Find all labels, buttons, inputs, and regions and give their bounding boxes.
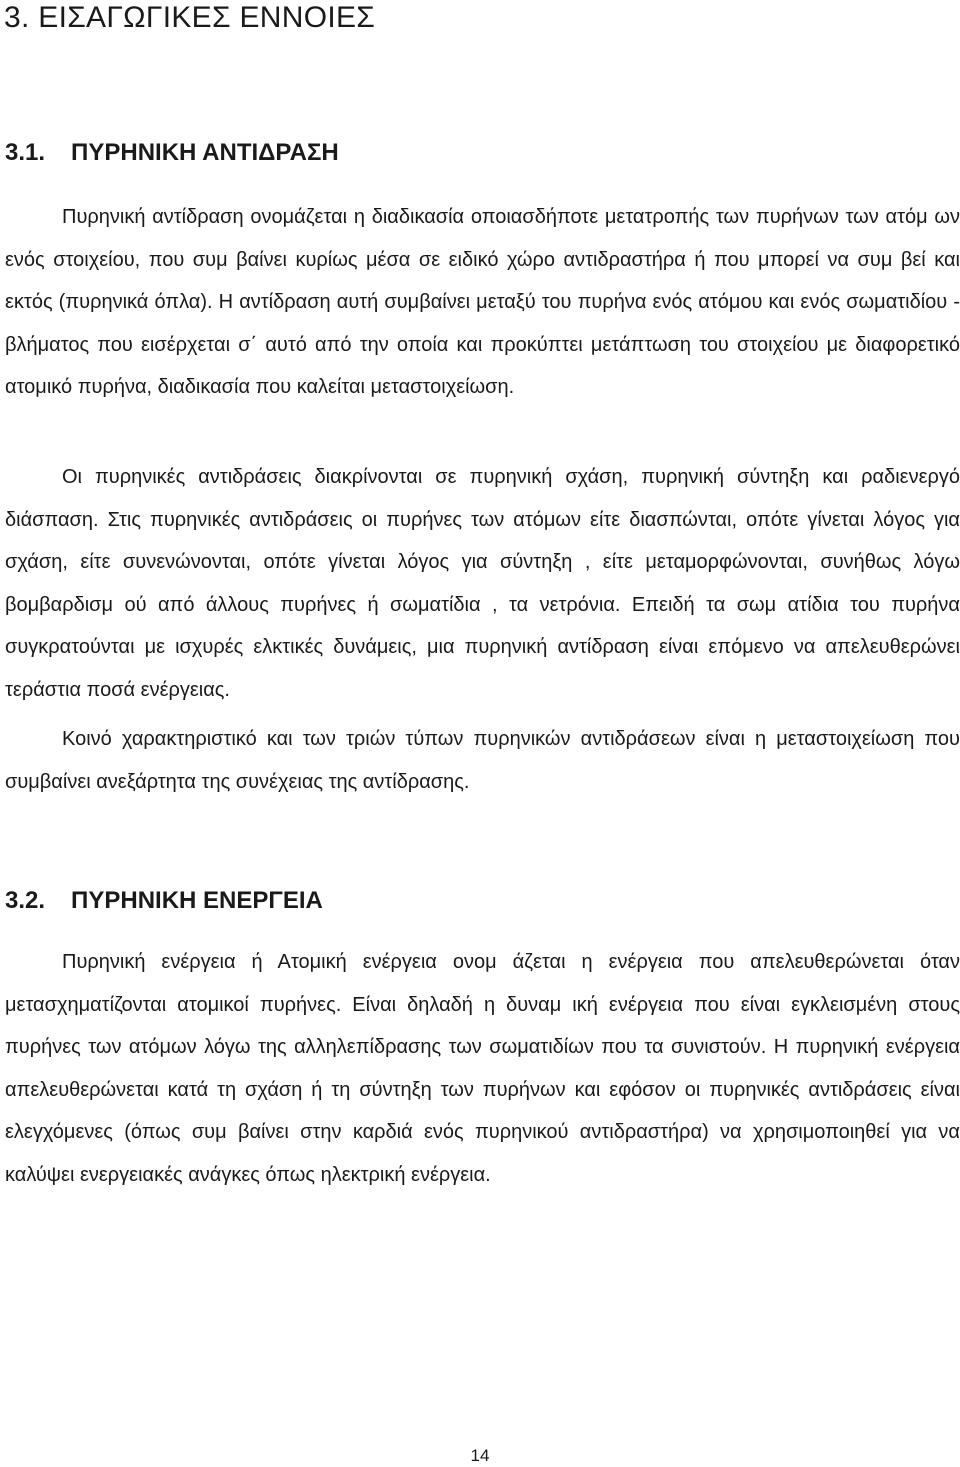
section-title-text: ΠΥΡΗΝΙΚΗ ΑΝΤΙΔΡΑΣΗ xyxy=(71,139,339,166)
chapter-title: 3. ΕΙΣΑΓΩΓΙΚΕΣ ΕΝΝΟΙΕΣ xyxy=(4,1,376,34)
section-number: 3.1. xyxy=(5,139,46,166)
section-number: 3.2. xyxy=(5,887,46,914)
section-title-text: ΠΥΡΗΝΙΚΗ ΕΝΕΡΓΕΙΑ xyxy=(71,887,323,914)
paragraph-nuclear-energy: Πυρηνική ενέργεια ή Ατομική ενέργεια ονομ άζεται η ενέργεια που απελευθερώνεται όταν μετασχηματίζονται ατομικοί πυρήνες. Είναι δηλαδή η δυναμ ική ενέργεια που είναι εγκλεισμένη στους πυρήνες των ατόμων λόγω της αλληλεπίδρασης των σωματιδίων που τα συνιστούν. Η πυρηνική ενέργεια απελευθερώνεται κατά τη σχάση ή τη σύντηξη των πυρήνων και εφόσον οι πυρηνικές αντιδράσεις είναι ελεγχόμενες (όπως συμ βαίνει στην καρδιά ενός πυρηνικού αντιδραστήρα) να χρησιμοποιηθεί για να καλύψει ενεργειακές ανάγκες όπως ηλεκτρική ενέργεια. xyxy=(5,951,960,1186)
paragraph-reaction-types: Οι πυρηνικές αντιδράσεις διακρίνονται σε πυρηνική σχάση, πυρηνική σύντηξη και ραδιενεργό διάσπαση. Στις πυρηνικές αντιδράσεις οι πυρήνες των ατόμων είτε διασπώνται, οπότε γίνεται λόγος για σχάση, είτε συνενώνονται, οπότε γίνεται λόγος για σύντηξη , είτε μεταμορφώνονται, συνήθως λόγω βομβαρδισμ ού από άλλους πυρήνες ή σωματίδια , τα νετρόνια. Επειδή τα σωμ ατίδια του πυρήνα συγκρατούνται με ισχυρές ελκτικές δυνάμεις, μια πυρηνική αντίδραση είναι επόμενο να απελευθερώνει τεράστια ποσά ενέργειας. xyxy=(5,466,960,701)
page-number: 14 xyxy=(470,1446,490,1465)
paragraph-definition: Πυρηνική αντίδραση ονομάζεται η διαδικασία οποιασδήποτε μετατροπής των πυρήνων των ατόμ ων ενός στοιχείου, που συμ βαίνει κυρίως μέσα σε ειδικό χώρο αντιδραστήρα ή που μπορεί να συμ βεί και εκτός (πυρηνικά όπλα). Η αντίδραση αυτή συμβαίνει μεταξύ του πυρήνα ενός ατόμου και ενός σωματιδίου - βλήματος που εισέρχεται σ΄ αυτό από την οποία και προκύπτει μετάπτωση του στοιχείου με διαφορετικό ατομικό πυρήνα, διαδικασία που καλείται μεταστοιχείωση. xyxy=(5,206,960,398)
section-heading-nuclear-energy xyxy=(5,886,323,916)
paragraph-common-feature: Κοινό χαρακτηριστικό και των τριών τύπων πυρηνικών αντιδράσεων είναι η μεταστοιχείωση που συμβαίνει ανεξάρτητα της συνέχειας της αντίδρασης. xyxy=(5,728,960,793)
section-heading-nuclear-reaction xyxy=(5,138,339,168)
